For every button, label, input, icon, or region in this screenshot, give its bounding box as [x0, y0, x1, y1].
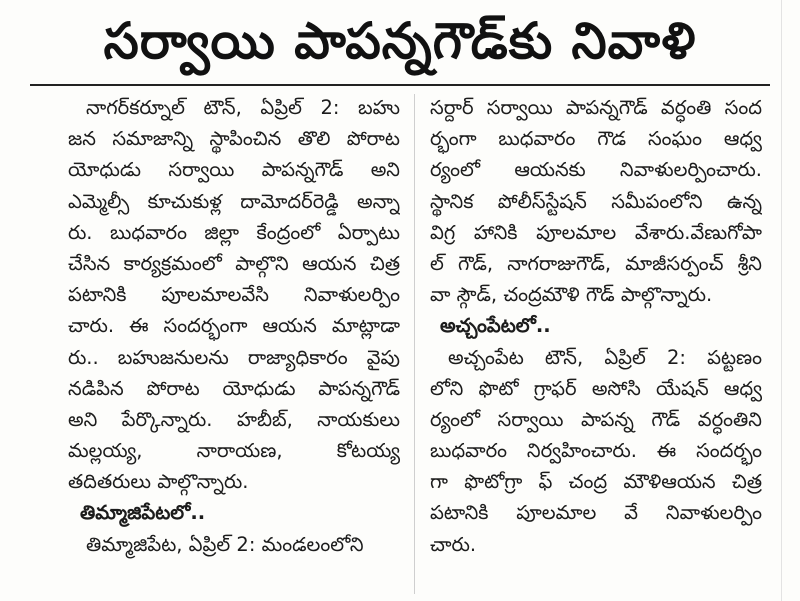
body-line: ర్యంలో సర్వాయి పాపన్న గౌడ్ వర్ధంతిని	[430, 407, 762, 431]
body-line: తిమ్మాజిపేట, ఏప్రిల్ 2: మండలంలోని	[86, 532, 364, 556]
body-line: బుధవారం నిర్వహించారు. ఈ సందర్భం	[430, 439, 762, 463]
body-line: యోధుడు సర్వాయి పాపన్నగౌడ్ అని	[68, 158, 400, 182]
body-line: గా ఫొటోగ్రా ఫ్ చంద్ర మౌళిఆయన చిత్ర	[430, 470, 762, 494]
body-line: చారు.	[430, 532, 477, 556]
body-line: విగ్ర హానికి పూలమాల వేశారు.వేణుగోపా	[430, 220, 762, 244]
right-column	[430, 92, 762, 560]
body-line: రు.. బహుజనులను రాజ్యాధికారం వైపు	[68, 345, 400, 369]
left-column	[68, 92, 400, 560]
body-line: తదితరులు పాల్గొన్నారు.	[68, 470, 249, 494]
body-line: చేసిన కార్యక్రమంలో పాల్గొని ఆయన చిత్ర	[68, 251, 400, 275]
body-line: వా స్గౌడ్, చంద్రమౌళి గౌడ్ పాల్గొన్నారు.	[430, 283, 713, 307]
body-line: నాగర్‌కర్నూల్ టౌన్, ఏప్రిల్ 2: బహు	[86, 96, 400, 119]
body-line: చారు. ఈ సందర్భంగా ఆయన మాట్లాడా	[68, 314, 400, 338]
body-line: జన సమాజాన్ని స్థాపించిన తొలి పోరాట	[68, 127, 400, 151]
article-headline: సర్వాయి పాపన్నగౌడ్‌కు నివాళి	[103, 12, 697, 70]
body-line: ఎమ్మెల్సీ కూచుకుళ్ల దామోదర్‌రెడ్డి అన్నా	[68, 189, 400, 213]
body-line: మల్లయ్య, నారాయణ, కోటయ్య	[68, 439, 400, 463]
body-line: రు. బుధవారం జిల్లా కేంద్రంలో ఏర్పాటు	[68, 220, 400, 244]
body-line: అచ్చంపేట టౌన్, ఏప్రిల్ 2: పట్టణం	[448, 345, 762, 369]
subhead-thimmajipeta: తిమ్మాజిపేటలో..	[80, 501, 206, 525]
body-line: అని పేర్కొన్నారు. హబీబ్, నాయకులు	[68, 407, 400, 431]
column-divider	[414, 94, 415, 594]
body-line: పటానికి పూలమాల వే నివాళులర్పిం	[430, 501, 762, 525]
body-line: ర్యంలో ఆయనకు నివాళులర్పించారు.	[430, 158, 762, 182]
headline-rule	[30, 84, 770, 86]
clipping-edge	[781, 0, 782, 601]
body-line: లోని ఫొటో గ్రాఫర్ అసోసి యేషన్ ఆధ్వ	[430, 376, 762, 400]
body-line: ర్భంగా బుధవారం గౌడ సంఘం ఆధ్వ	[430, 127, 762, 151]
body-line: పటానికి పూలమాలవేసి నివాళులర్పిం	[68, 283, 400, 307]
body-line: ల్ గౌడ్, నాగరాజుగౌడ్, మాజీసర్పంచ్ శ్రీని	[430, 251, 762, 275]
subhead-achampeta: అచ్చంపేటలో..	[440, 314, 551, 338]
body-line: సర్దార్ సర్వాయి పాపన్నగౌడ్ వర్ధంతి సంద	[430, 96, 762, 119]
body-line: స్థానిక పోలీస్‌స్టేషన్ సమీపంలోని ఉన్న	[430, 189, 762, 213]
body-line: నడిపిన పోరాట యోధుడు పాపన్నగౌడ్	[68, 376, 400, 400]
